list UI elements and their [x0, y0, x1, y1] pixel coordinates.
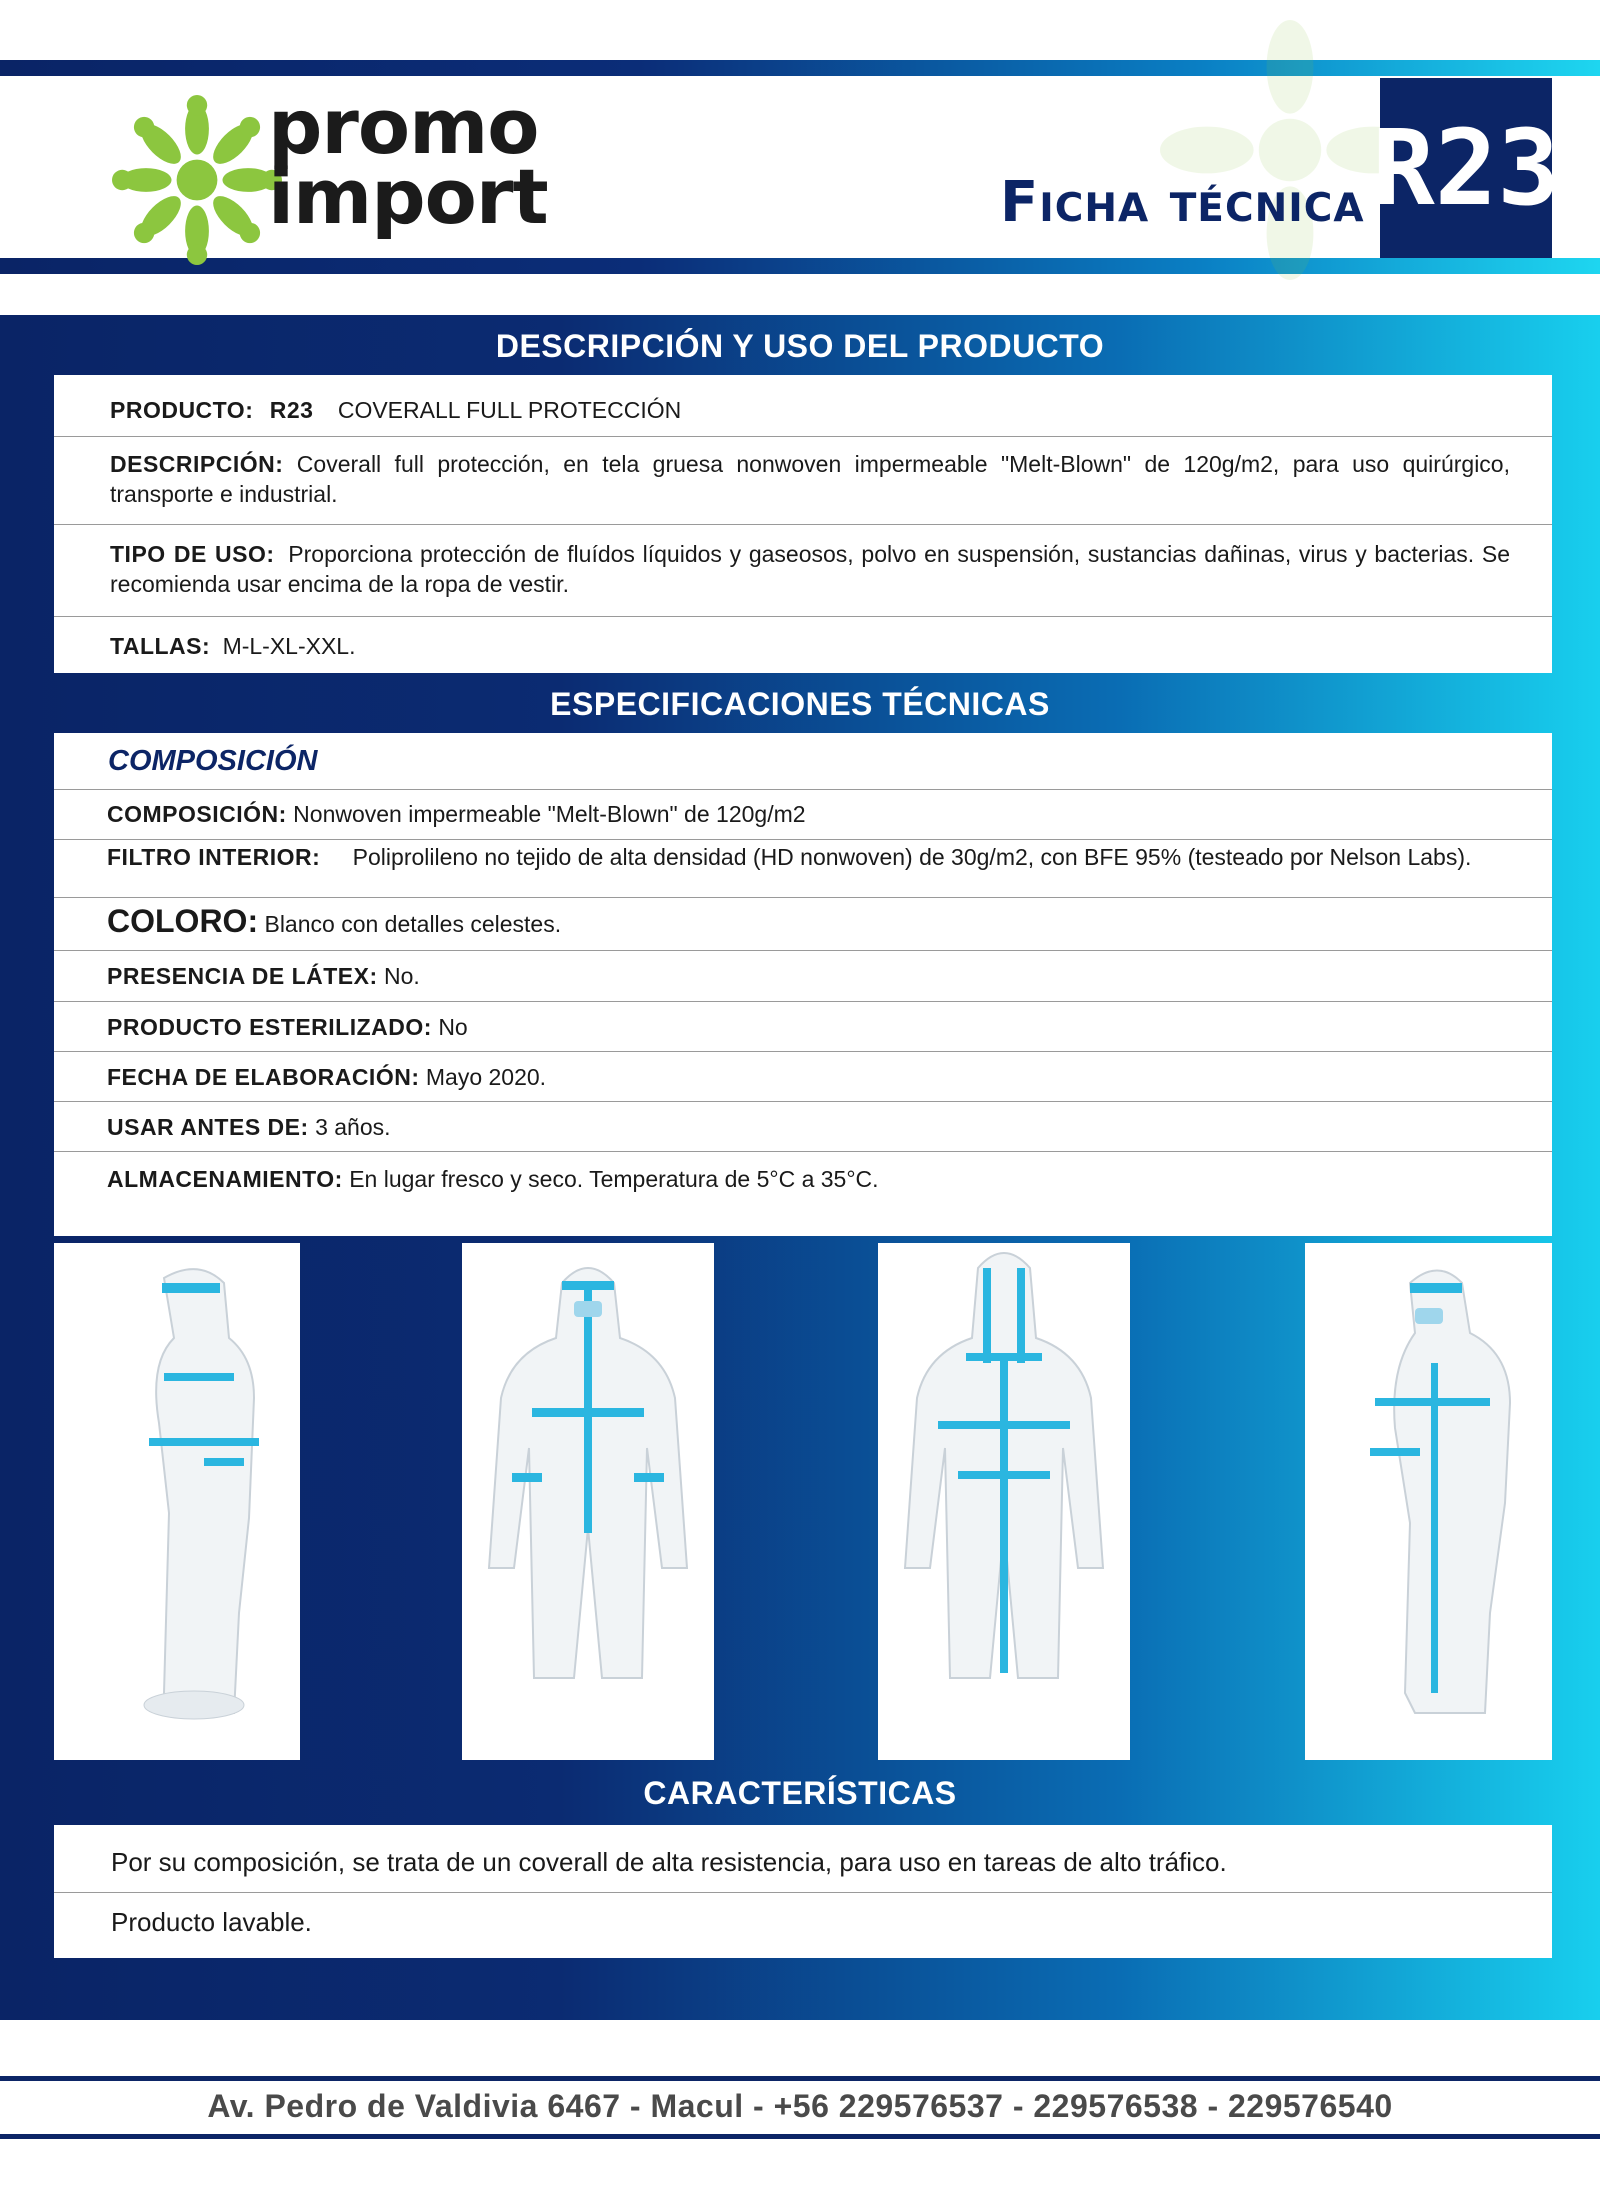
- spec-label: PRODUCTO ESTERILIZADO:: [107, 1014, 432, 1040]
- spec-row: [54, 898, 1552, 951]
- footer-top-line: [0, 2076, 1600, 2081]
- spec-label: USAR ANTES DE:: [107, 1114, 309, 1140]
- section-title-specs: ESPECIFICACIONES TÉCNICAS: [550, 686, 1050, 722]
- producto-code: R23: [269, 397, 314, 423]
- spec-label: COLORO:: [107, 903, 259, 939]
- descripcion-row: [54, 437, 1552, 525]
- spec-row: [54, 1152, 1552, 1236]
- composicion-subtitle-row: [54, 733, 1552, 790]
- tallas-row: [54, 617, 1552, 673]
- tipo-uso-label: TIPO DE USO:: [110, 541, 275, 567]
- spec-label: FILTRO INTERIOR:: [107, 844, 321, 870]
- composicion-subtitle: COMPOSICIÓN: [108, 745, 318, 777]
- spec-row: [54, 1052, 1552, 1102]
- logo-line-2: import: [268, 152, 548, 241]
- spec-value: Mayo 2020.: [425, 1064, 547, 1090]
- producto-row: [54, 375, 1552, 437]
- coverall-back-view-image: [878, 1243, 1130, 1760]
- section-title-description: DESCRIPCIÓN Y USO DEL PRODUCTO: [495, 328, 1105, 364]
- spec-label: FECHA DE ELABORACIÓN:: [107, 1064, 420, 1090]
- product-photo-side-left: [54, 1243, 300, 1760]
- spec-label: ALMACENAMIENTO:: [107, 1166, 343, 1192]
- spec-value: Blanco con detalles celestes.: [264, 911, 562, 937]
- characteristic-text: Por su composición, se trata de un coverall de alta resistencia, para uso en tareas de alto tráfico.: [111, 1847, 1227, 1877]
- specs-box: [54, 733, 1552, 1236]
- tipo-uso-row: [54, 525, 1552, 617]
- logo-flower-icon: [112, 95, 282, 265]
- descripcion-value: Coverall full protección, en tela gruesa nonwoven impermeable "Melt-Blown" de 120g/m2, para uso quirúrgico, transporte e industrial.: [110, 451, 1510, 507]
- tipo-uso-value: Proporciona protección de fluídos líquidos y gaseosos, polvo en suspensión, sustancias dañinas, virus y bacterias. Se recomienda usar encima de la ropa de vestir.: [110, 541, 1510, 597]
- characteristic-item: [54, 1825, 1552, 1893]
- spec-label: PRESENCIA DE LÁTEX:: [107, 963, 378, 989]
- product-photo-back: [878, 1243, 1130, 1760]
- logo-line-1: promo: [268, 82, 539, 171]
- spec-value: No.: [384, 963, 420, 989]
- product-photo-front: [462, 1243, 714, 1760]
- spec-value: Poliprolileno no tejido de alta densidad (HD nonwoven) de 30g/m2, con BFE 95% (testeado por Nelson Labs).: [352, 844, 1472, 870]
- spec-value: No: [438, 1014, 468, 1040]
- page-title: Ficha técnica: [1000, 170, 1365, 235]
- spec-value: Nonwoven impermeable "Melt-Blown" de 120g/m2: [293, 801, 806, 827]
- description-box: [54, 375, 1552, 673]
- spec-row: [54, 1102, 1552, 1152]
- coverall-side-view-image: [54, 1243, 300, 1760]
- spec-value: 3 años.: [315, 1114, 391, 1140]
- coverall-front-view-image: [462, 1243, 714, 1760]
- spec-row: [54, 790, 1552, 840]
- spec-row: [54, 1002, 1552, 1052]
- logo-wordmark: [268, 82, 548, 241]
- spec-value: En lugar fresco y seco. Temperatura de 5°C a 35°C.: [349, 1166, 879, 1192]
- producto-value: COVERALL FULL PROTECCIÓN: [337, 397, 682, 423]
- footer-address: Av. Pedro de Valdivia 6467 - Macul - +56 229576537 - 229576538 - 229576540: [207, 2088, 1393, 2124]
- descripcion-label: DESCRIPCIÓN:: [110, 451, 284, 477]
- spec-row: [54, 951, 1552, 1002]
- characteristic-item: [54, 1893, 1552, 1958]
- tallas-label: TALLAS:: [110, 633, 211, 659]
- spec-row: [54, 840, 1552, 898]
- section-title-characteristics: CARACTERÍSTICAS: [643, 1775, 957, 1811]
- footer-bottom-line: [0, 2134, 1600, 2139]
- producto-label: PRODUCTO:: [110, 397, 254, 423]
- product-photo-side-right: [1305, 1243, 1552, 1760]
- spec-label: COMPOSICIÓN:: [107, 801, 287, 827]
- characteristic-text: Producto lavable.: [111, 1907, 312, 1937]
- tallas-value: M-L-XL-XXL.: [222, 633, 356, 659]
- coverall-side-right-view-image: [1305, 1243, 1552, 1760]
- product-code-badge: R23: [1380, 78, 1552, 258]
- characteristics-box: [54, 1825, 1552, 1958]
